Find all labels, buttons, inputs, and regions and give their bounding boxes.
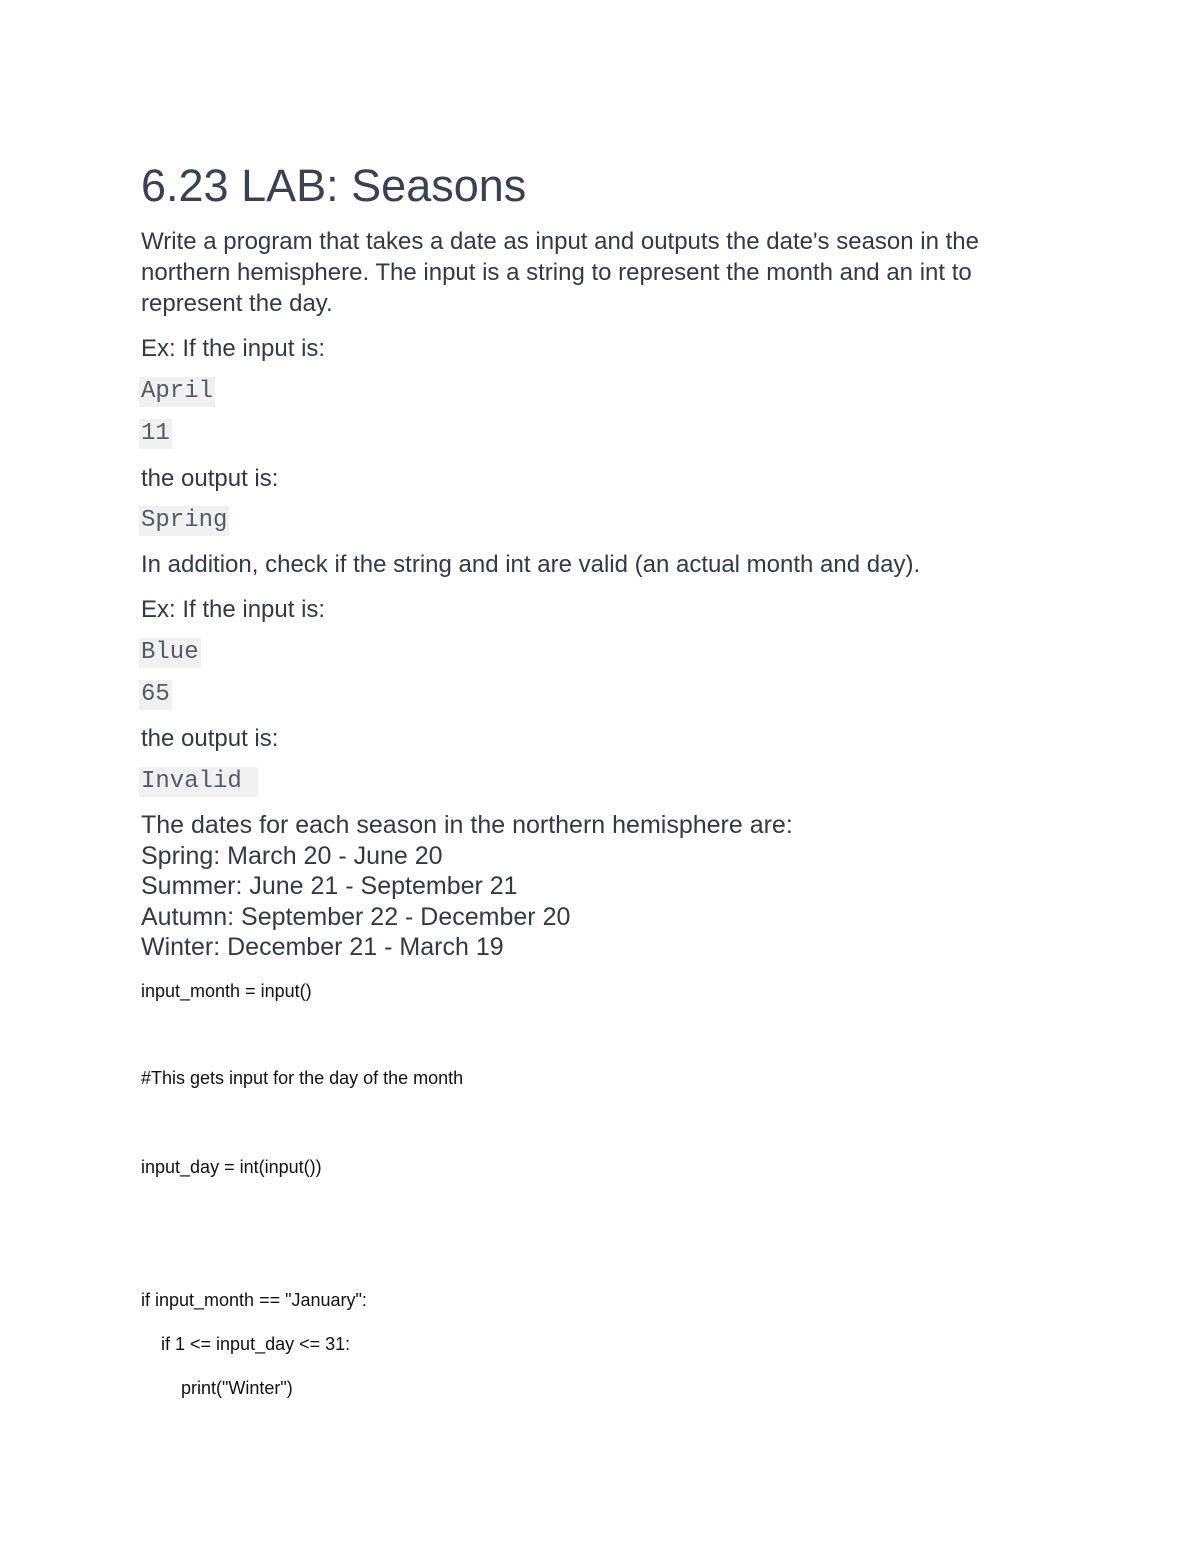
example1-input-month: April: [141, 378, 214, 405]
seasons-list: [141, 810, 793, 963]
example2-input-month: Blue: [141, 639, 199, 666]
season-autumn: Autumn: September 22 - December 20: [141, 902, 571, 931]
code-line-print: print("Winter"): [181, 1378, 293, 1398]
example1-label: Ex: If the input is:: [141, 335, 326, 362]
example1-input-day: 11: [141, 420, 170, 447]
season-winter: Winter: December 21 - March 19: [141, 933, 504, 961]
code-comment: #This gets input for the day of the month: [141, 1068, 464, 1088]
example2-label: Ex: If the input is:: [141, 596, 326, 623]
example2-output-label: the output is:: [141, 725, 279, 752]
example2-input-day: 65: [141, 681, 170, 708]
intro-paragraph: Write a program that takes a date as input and outputs the date's season in the northern hemisphere. The input is a string to represent the month and an int to represent the day.: [141, 228, 979, 317]
example1-output-label: the output is:: [141, 465, 279, 492]
code-line-input-day: input_day = int(input()): [141, 1157, 322, 1177]
page-title: 6.23 LAB: Seasons: [141, 160, 527, 211]
code-line-input-month: input_month = input(): [141, 981, 312, 1001]
validity-note: In addition, check if the string and int are valid (an actual month and day).: [141, 551, 921, 578]
example2-output: Invalid: [139, 767, 258, 797]
seasons-heading: The dates for each season in the northern hemisphere are:: [141, 811, 793, 839]
season-summer: Summer: June 21 - September 21: [141, 872, 518, 900]
code-line-if-day: if 1 <= input_day <= 31:: [161, 1334, 351, 1354]
code-line-if-month: if input_month == "January":: [141, 1290, 367, 1310]
example1-output: Spring: [141, 507, 228, 534]
season-spring: Spring: March 20 - June 20: [141, 841, 443, 870]
